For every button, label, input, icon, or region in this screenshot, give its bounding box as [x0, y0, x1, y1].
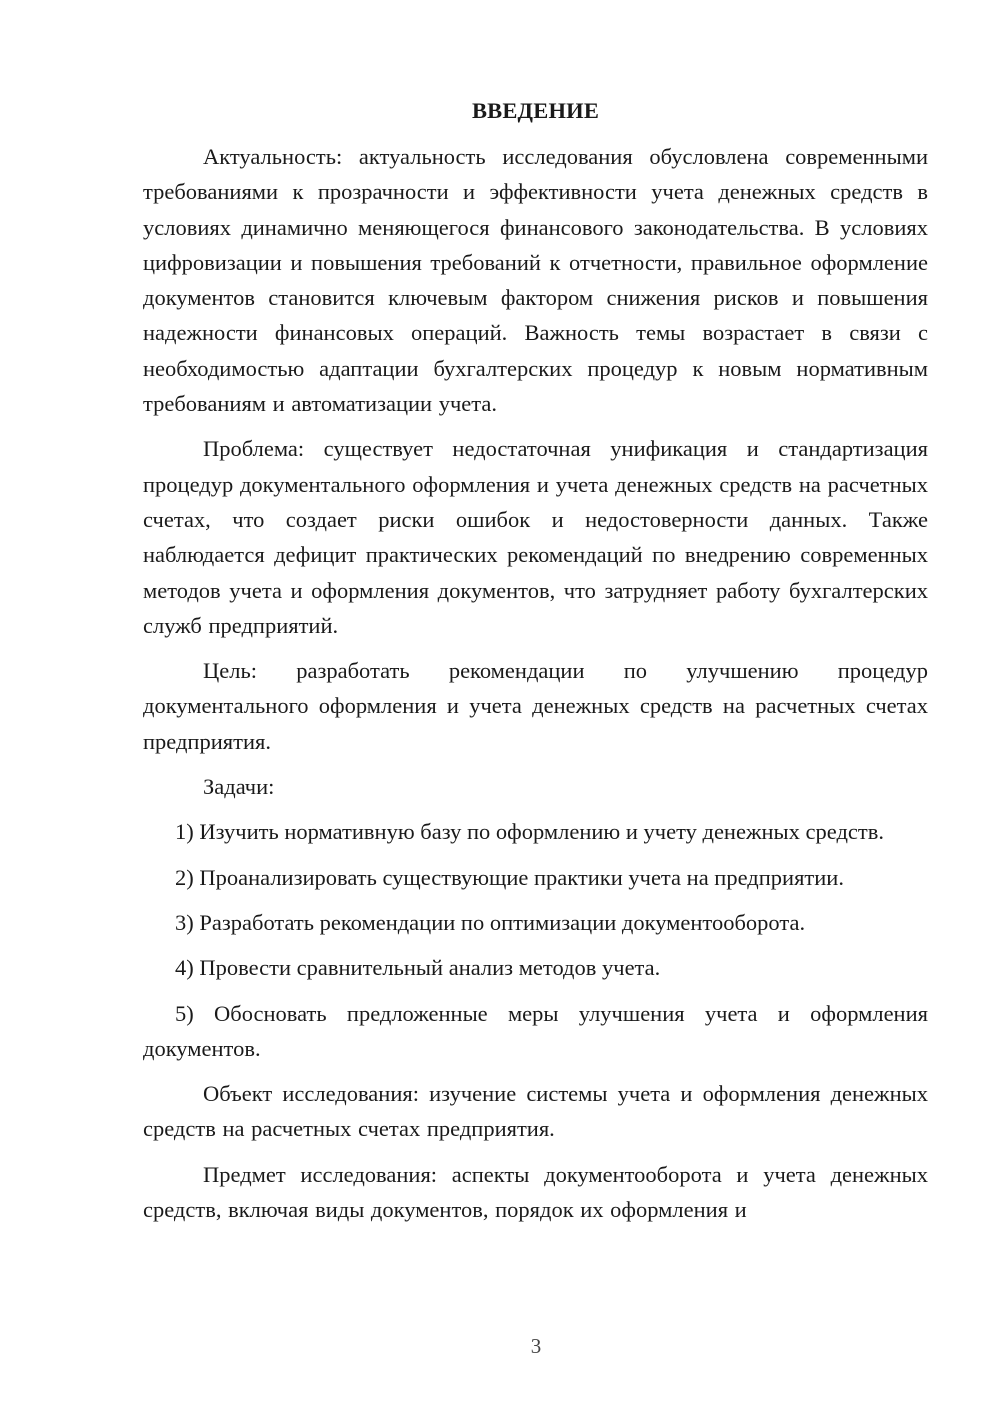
page-title: ВВЕДЕНИЕ — [471, 98, 600, 123]
task-item: 4) Провести сравнительный анализ методов учета. — [175, 955, 661, 981]
paragraph-object: Объект исследования: изучение системы учета и оформления денежных средств на расчетных счетах предприятия. — [143, 1081, 928, 1142]
paragraph-relevance: Актуальность: актуальность исследования обусловлена современными требованиями к прозрачности и эффективности учета денежных средств в условиях динамично меняющегося финансового законодательства. В условиях цифровизации и повышения требований к отчетности, правильное оформление документов становится ключевым фактором снижения рисков и повышения надежности финансовых операций. Важность темы возрастает в связи с необходимостью адаптации бухгалтерских процедур к новым нормативным требованиям и автоматизации учета. — [143, 144, 928, 417]
paragraph-goal: Цель: разработать рекомендации по улучшению процедур документального оформления и учета денежных средств на расчетных счетах предприятия. — [143, 658, 928, 754]
task-item: 1) Изучить нормативную базу по оформлению и учету денежных средств. — [175, 819, 884, 845]
page-content — [143, 96, 928, 1237]
paragraph-problem: Проблема: существует недостаточная унификация и стандартизация процедур документального оформления и учета денежных средств на расчетных счетах, что создает риски ошибок и недостоверности данных. Также наблюдается дефицит практических рекомендаций по внедрению современных методов учета и оформления документов, что затрудняет работу бухгалтерских служб предприятий. — [143, 436, 928, 638]
paragraph-subject: Предмет исследования: аспекты документооборота и учета денежных средств, включая виды документов, порядок их оформления и — [143, 1161, 928, 1223]
page-number: 3 — [530, 1334, 542, 1358]
task-item: 2) Проанализировать существующие практики учета на предприятии. — [175, 864, 844, 890]
task-item: 5) Обосновать предложенные меры улучшения учета и оформления документов. — [143, 1000, 928, 1061]
tasks-heading: Задачи: — [203, 774, 275, 800]
task-item: 3) Разработать рекомендации по оптимизации документооборота. — [175, 909, 806, 935]
